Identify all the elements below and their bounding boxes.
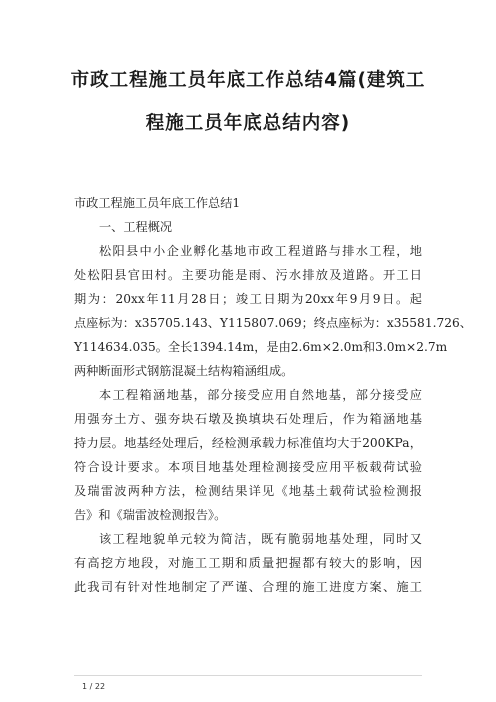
paragraph-line: 符合设计要求。本项目地基处理检测接受应用平板载荷试验: [74, 460, 422, 474]
paragraph-line: 该工程地貌单元较为简洁，既有脆弱地基处理，同时又: [99, 532, 422, 546]
paragraph-line: Y114634.035。全长1394.14m，是由2.6m×2.0m和3.0m×2.7m: [74, 340, 448, 354]
page-indicator: 1 / 22: [82, 682, 106, 691]
paragraph-line: 两种断面形式钢筋混凝土结构箱涵组成。: [74, 364, 294, 378]
document-title-line-1: 市政工程施工员年底工作总结4篇(建筑工: [70, 70, 426, 91]
paragraph-line: 持力层。地基经处理后，经检测承载力标准值均大于200KPa，: [74, 436, 422, 450]
paragraph-line: 松阳县中小企业孵化基地市政工程道路与排水工程，地: [99, 244, 422, 258]
paragraph-line: 处松阳县官田村。主要功能是雨、污水排放及道路。开工日: [74, 268, 422, 282]
subheading-overview: 一、工程概况: [99, 220, 173, 234]
paragraph-line: 有高挖方地段，对施工工期和质量把握都有较大的影响，因: [74, 556, 422, 570]
footer-divider: [74, 675, 422, 676]
paragraph-line: 本工程箱涵地基，部分接受应用自然地基，部分接受应: [99, 388, 422, 402]
paragraph-line: 此我司有针对性地制定了严谨、合理的施工进度方案、施工: [74, 580, 422, 594]
section-heading: 市政工程施工员年底工作总结1: [74, 196, 241, 210]
paragraph-line: 用强夯土方、强夯块石墩及换填块石处理后，作为箱涵地基: [74, 412, 422, 426]
paragraph-line: 期为：20xx年11月28日；竣工日期为20xx年9月9日。起: [74, 292, 422, 306]
paragraph-line: 点座标为：x35705.143、Y115807.069；终点座标为：x35581.726、: [74, 316, 472, 330]
document-title-line-2: 程施工员年底总结内容): [145, 113, 351, 134]
paragraph-line: 告》和《瑞雷波检测报告》。: [74, 508, 227, 522]
paragraph-line: 及瑞雷波两种方法，检测结果详见《地基土载荷试验检测报: [74, 484, 422, 498]
